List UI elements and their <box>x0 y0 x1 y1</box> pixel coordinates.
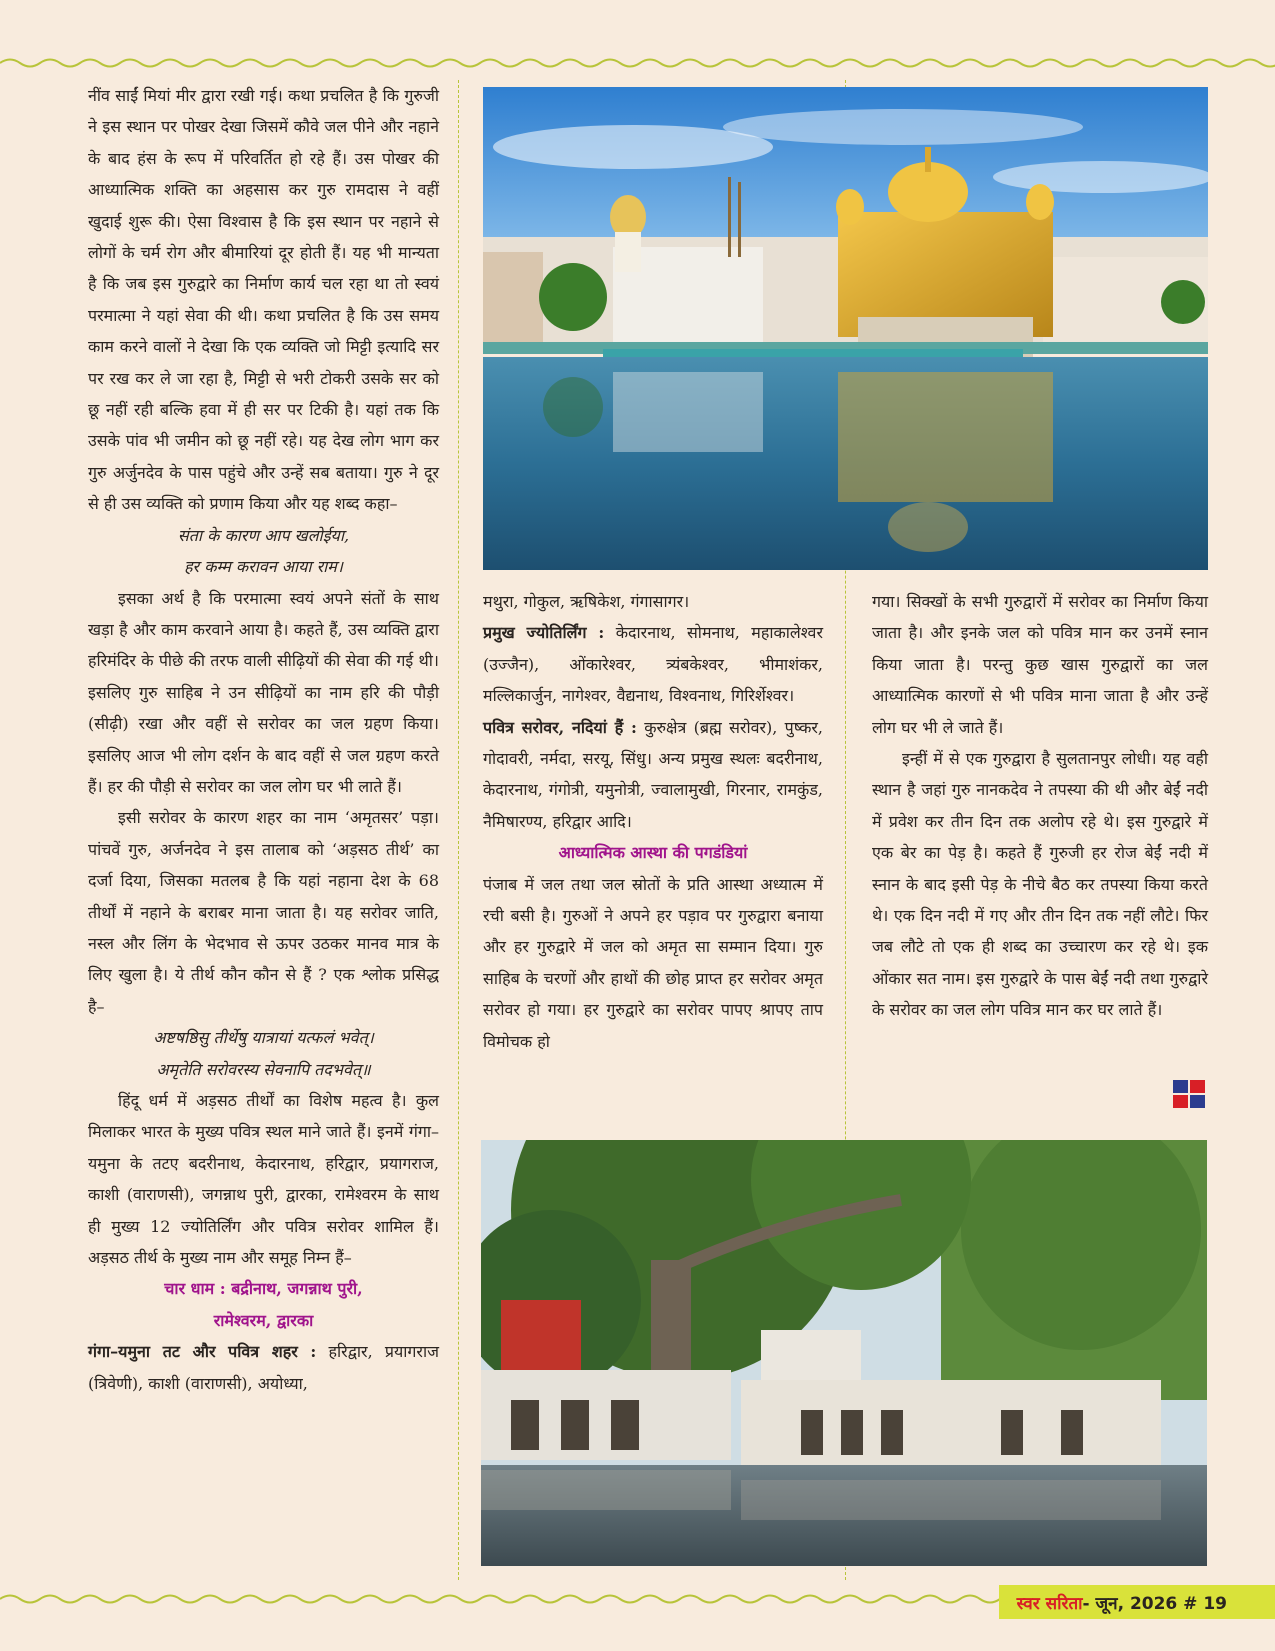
middle-text-column <box>483 586 823 1057</box>
middle-paragraph-3 <box>483 712 823 838</box>
char-dham-heading-line-2: रामेश्वरम, द्वारका <box>213 1310 314 1330</box>
verse-2-line-1: अष्टषष्ठिसु तीर्थेषु यात्रायां यत्फलं भवेत्। <box>153 1028 374 1048</box>
magazine-name: स्वर सरिता <box>1016 1593 1083 1614</box>
verse-1-line-2: हर कम्म करावन आया राम। <box>184 557 343 577</box>
char-dham-heading-line-1: चार धाम : बद्रीनाथ, जगन्नाथ पुरी, <box>164 1279 363 1299</box>
left-paragraph-1: नींव साईं मियां मीर द्वारा रखी गई। कथा प्रचलित है कि गुरुजी ने इस स्थान पर पोखर देखा जिसमें कौवे जल पीने और नहाने के बाद हंस के रूप में परिवर्तित हो रहे हैं। उस पोखर की आध्यात्मिक शक्ति का अहसास कर गुरु रामदास ने वहीं खुदाई शुरू की। ऐसा विश्वास है कि इस स्थान पर नहाने से लोगों के चर्म रोग और बीमारियां दूर होती हैं। यह भी मान्यता है कि जब इस गुरुद्वारे का निर्माण कार्य चल रहा था तो स्वयं परमात्मा ने यहां सेवा की थी। कथा प्रचलित है कि उस समय काम करने वालों ने देखा कि एक व्यक्ति जो मिट्टी इत्यादि सर पर रख कर ले जा रहा है, मिट्टी से भरी टोकरी उसके सर को छू नहीं रही बल्कि हवा में ही सर पर टिकी है। यहां तक कि उसके पांव भी जमीन को छू नहीं रहे। यह देख लोग भाग कर गुरु अर्जुनदेव के पास पहुंचे और उन्हें सब बताया। गुरु ने दूर से ही उस व्यक्ति को प्रणाम किया और यह शब्द कहा– <box>88 86 439 514</box>
left-text-column <box>88 80 439 1399</box>
article-end-icon <box>1173 1080 1205 1108</box>
golden-temple-photo <box>483 87 1208 570</box>
sacred-lakes-text: कुरुक्षेत्र (ब्रह्म सरोवर), पुष्कर, गोदावरी, नर्मदा, सरयू, सिंधु। अन्य प्रमुख स्थलः बदरीनाथ, केदारनाथ, गंगोत्री, यमुनोत्री, ज्वालामुखी, गिरनार, रामकुंड, नैमिषारण्य, हरिद्वार आदि। <box>483 717 823 831</box>
right-text-column <box>872 586 1208 1026</box>
right-paragraph-2: इन्हीं में से एक गुरुद्वारा है सुलतानपुर लोधी। यह वही स्थान है जहां गुरु नानकदेव ने तपस्या की थी और बेईं नदी में प्रवेश कर तीन दिन तक अलोप रहे थे। इस गुरुद्वारे में एक बेर का पेड़ है। कहते हैं गुरुजी हर रोज बेईं नदी में स्नान के बाद इसी पेड़ के नीचे बैठ कर तपस्या किया करते थे। एक दिन नदी में गए और तीन दिन तक नहीं लौटे। फिर जब लौटे तो एक ही शब्द का उच्चारण कर रहे थे। इक ओंकार सत नाम। इस गुरुद्वारे के पास बेईं नदी तथा गुरुद्वारे के सरोवर का जल लोग पवित्र मान कर घर लाते हैं। <box>872 749 1208 1020</box>
right-paragraph-1: गया। सिक्खों के सभी गुरुद्वारों में सरोवर का निर्माण किया जाता है। और इनके जल को पवित्र मान कर उनमें स्नान किया जाता है। परन्तु कुछ खास गुरुद्वारों का जल आध्यात्मिक कारणों से भी पवित्र माना जाता है और उन्हें लोग घर भी ले जाते हैं। <box>872 592 1208 737</box>
verse-2-line-2: अमृतेति सरोवरस्य सेवनापि तदभवेत्॥ <box>156 1059 371 1079</box>
jyotirlinga-text: केदारनाथ, सोमनाथ, महाकालेश्वर (उज्जैन), ओंकारेश्वर, त्र्यंबकेश्वर, भीमाशंकर, मल्लिकार्जुन, नागेश्वर, वैद्यनाथ, विश्वनाथ, गिरिर्शेश्वर। <box>483 623 823 706</box>
jyotirlinga-label: प्रमुख ज्योतिर्लिंग : <box>483 623 605 643</box>
lakeside-gurudwara-photo <box>481 1140 1207 1566</box>
verse-1-line-1: संता के कारण आप खलोईया, <box>177 525 350 545</box>
page-footer <box>999 1585 1275 1619</box>
column-divider-left <box>458 80 459 1580</box>
ganga-yamuna-text: हरिद्वार, प्रयागराज (त्रिवेणी), काशी (वाराणसी), अयोध्या, <box>88 1342 439 1393</box>
left-paragraph-3: इसी सरोवर के कारण शहर का नाम ‘अमृतसर’ पड़ा। पांचवें गुरु, अर्जनदेव ने इस तालाब को ‘अड़सठ तीर्थ’ का दर्जा दिया, जिसका मतलब है कि यहां नहाना देश के 68 तीर्थों में नहाने के बराबर माना जाता है। यह सरोवर जाति, नस्ल और लिंग के भेदभाव से ऊपर उठकर मानव मात्र के लिए खुला है। ये तीर्थ कौन कौन से हैं ? एक श्लोक प्रसिद्ध है– <box>88 808 439 1016</box>
middle-paragraph-2 <box>483 617 823 711</box>
top-wave-divider <box>0 56 1275 70</box>
left-paragraph-4: हिंदू धर्म में अड़सठ तीर्थों का विशेष महत्व है। कुल मिलाकर भारत के मुख्य पवित्र स्थल माने जाते हैं। इनमें गंगा–यमुना के तटए बदरीनाथ, केदारनाथ, हरिद्वार, प्रयागराज, काशी (वाराणसी), जगन्नाथ पुरी, द्वारका, रामेश्वरम के साथ ही मुख्य 12 ज्योतिर्लिंग और पवित्र सरोवर शामिल हैं। अड़सठ तीर्थ के मुख्य नाम और समूह निम्न हैं– <box>88 1091 439 1268</box>
spiritual-paths-heading: आध्यात्मिक आस्था की पगडंडियां <box>558 843 748 863</box>
issue-and-page: - जून, 2026 # 19 <box>1082 1593 1227 1614</box>
bottom-wave-divider <box>0 1592 1020 1606</box>
left-paragraph-5 <box>88 1336 439 1399</box>
ganga-yamuna-label: गंगा–यमुना तट और पवित्र शहर : <box>88 1342 317 1362</box>
middle-paragraph-4: पंजाब में जल तथा जल स्रोतों के प्रति आस्था अध्यात्म में रची बसी है। गुरुओं ने अपने हर पड़ाव पर गुरुद्वारा बनाया और हर गुरुद्वारे में जल को अमृत सा सम्मान दिया। गुरु साहिब के चरणों और हाथों की छोह प्राप्त हर सरोवर अमृत सरोवर हो गया। हर गुरुद्वारे का सरोवर पापए श्रापए ताप विमोचक हो <box>483 874 823 1051</box>
middle-paragraph-1: मथुरा, गोकुल, ऋषिकेश, गंगासागर। <box>483 592 690 611</box>
sacred-lakes-label: पवित्र सरोवर, नदियां हैं : <box>483 717 637 737</box>
left-paragraph-2: इसका अर्थ है कि परमात्मा स्वयं अपने संतों के साथ खड़ा है और काम करवाने आया है। कहते हैं, उस व्यक्ति द्वारा हरिमंदिर के पीछे की तरफ वाली सीढ़ियों की सेवा की गई थी। इसलिए गुरु साहिब ने उन सीढ़ियों का नाम हरि की पौड़ी (सीढ़ी) रखा और वहीं से सरोवर का जल ग्रहण किया। इसलिए आज भी लोग दर्शन के बाद वहीं से जल ग्रहण करते हैं। हर की पौड़ी से सरोवर का जल लोग घर भी लाते हैं। <box>88 588 439 796</box>
